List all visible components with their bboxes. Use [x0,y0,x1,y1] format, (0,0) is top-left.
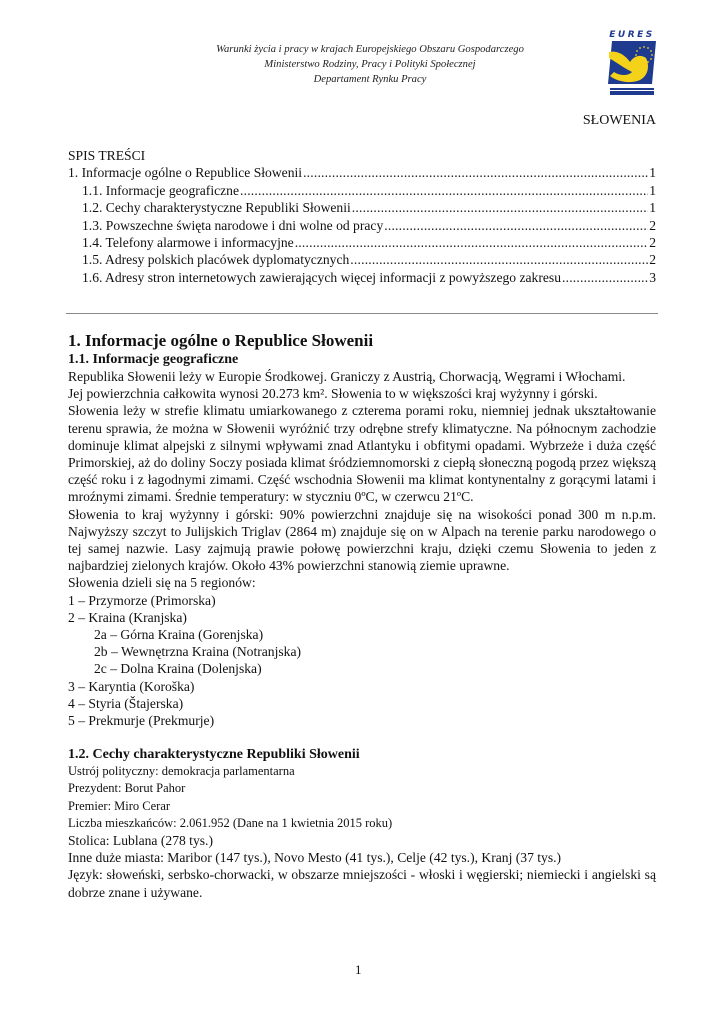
section-heading: 1. Informacje ogólne o Republice Słowenii [68,331,374,350]
header-line-ministry: Ministerstwo Rodziny, Pracy i Polityki Społecznej [264,59,476,70]
document-header [150,42,590,87]
toc-item-label: 1.5. Adresy polskich placówek dyplomatycznych [82,252,350,268]
header-line-department: Departament Rynku Pracy [313,74,427,85]
toc-item[interactable] [68,234,656,251]
paragraph-climate: Słowenia leży w strefie klimatu umiarkowanego z czterema porami roku, niemniej jednak ukształtowanie terenu sprawia, że można w Słowenii wyróżnić trzy odrębne strefy klimatyczne. Na północnym zachodzie dominuje klimat alpejski z silnymi wpływami znad Atlantyku i obfitymi opadami. Wybrzeże i duża część Primorskiej, aż do doliny Soczy posiada klimat śródziemnomorski z ciepłą słoneczną pogodą przez większą część roku i z łagodnymi zimami. Część wschodnia Słowenii ma klimat kontynentalny z gorącymi latami i mroźnymi zimami. Średnie temperatury: w styczniu 0ºC, w czerwcu 21ºC. [68,403,656,505]
fact-prime-minister: Premier: Miro Cerar [68,798,171,813]
paragraph-terrain: Słowenia to kraj wyżynny i górski: 90% powierzchni znajduje się na wisokości ponad 300 m n.p.m. Najwyższy szczyt to Julijskich Triglav (2864 m) znajduje się on w Alpach na terenie parku narodowego o tej samej nazwie. Lasy zajmują prawie połowę powierzchni kraju, dzięki czemu Słowenia to jeden z najbardziej zielonych krajów. Około 43% powierzchni stanowią ziemie uprawne. [68,506,656,574]
fact-political-system: Ustrój polityczny: demokracja parlamentarna [68,764,295,779]
toc-item-page: 2 [649,217,656,233]
toc-item[interactable] [68,182,656,199]
document-body [68,331,656,901]
section-divider [66,313,658,314]
toc-item-page: 1 [649,200,656,216]
region-item: 1 – Przymorze (Primorska) [68,592,216,608]
region-item: 2 – Kraina (Kranjska) [68,609,187,625]
region-item: 5 – Prekmurje (Prekmurje) [68,713,215,729]
fact-capital: Stolica: Lublana (278 tys.) [68,833,213,849]
region-item: 4 – Styria (Štajerska) [68,695,184,711]
region-subitem: 2c – Dolna Kraina (Dolenjska) [94,661,262,677]
subsection-heading-characteristics: 1.2. Cechy charakterystyczne Republiki Słowenii [68,747,360,763]
fact-population: Liczba mieszkańców: 2.061.952 (Dane na 1 kwietnia 2015 roku) [68,815,393,830]
table-of-contents [68,147,656,286]
toc-item-page: 3 [649,269,656,285]
svg-text:EURES: EURES [609,30,655,40]
toc-item-page: 2 [649,252,656,268]
toc-title: SPIS TREŚCI [68,148,146,163]
regions-intro: Słowenia dzieli się na 5 regionów: [68,575,256,591]
page-number: 1 [355,962,362,977]
paragraph: Jej powierzchnia całkowita wynosi 20.273 km². Słowenia to w większości kraj wyżynny i górski. [68,386,598,402]
toc-item-page: 1 [649,165,656,181]
toc-item-label: 1.3. Powszechne święta narodowe i dni wolne od pracy [82,217,384,233]
fact-cities: Inne duże miasta: Maribor (147 tys.), Novo Mesto (41 tys.), Celje (42 tys.), Kranj (37 tys.) [68,850,562,866]
toc-item[interactable] [68,164,656,181]
toc-item-label: 1.6. Adresy stron internetowych zawierających więcej informacji z powyższego zakresu [82,269,561,285]
country-name: SŁOWENIA [582,113,656,128]
toc-item-label: 1. Informacje ogólne o Republice Słowenii [68,165,303,181]
toc-item[interactable] [68,251,656,268]
toc-item-page: 2 [649,235,656,251]
fact-language: Język: słoweński, serbsko-chorwacki, w obszarze mniejszości - włoski i węgierski; niemiecki i angielski są dobrze znane i używane. [68,867,656,900]
toc-item-page: 1 [649,182,656,198]
toc-item[interactable] [68,199,656,216]
header-line-title: Warunki życia i pracy w krajach Europejskiego Obszaru Gospodarczego [216,44,524,55]
region-item: 3 – Karyntia (Koroška) [68,678,195,694]
toc-item-label: 1.2. Cechy charakterystyczne Republiki Słowenii [82,200,351,216]
fact-president: Prezydent: Borut Pahor [68,781,186,796]
toc-item-label: 1.1. Informacje geograficzne [82,182,239,198]
toc-item[interactable] [68,217,656,234]
eures-logo-icon [606,28,658,98]
region-subitem: 2b – Wewnętrzna Kraina (Notranjska) [94,644,302,660]
toc-item[interactable] [68,269,656,286]
subsection-heading-geography: 1.1. Informacje geograficzne [68,352,239,367]
toc-item-label: 1.4. Telefony alarmowe i informacyjne [82,235,294,251]
region-subitem: 2a – Górna Kraina (Gorenjska) [94,627,264,643]
regions-list [68,592,656,730]
paragraph: Republika Słowenii leży w Europie Środkowej. Graniczy z Austrią, Chorwacją, Węgrami i Włochami. [68,369,626,384]
